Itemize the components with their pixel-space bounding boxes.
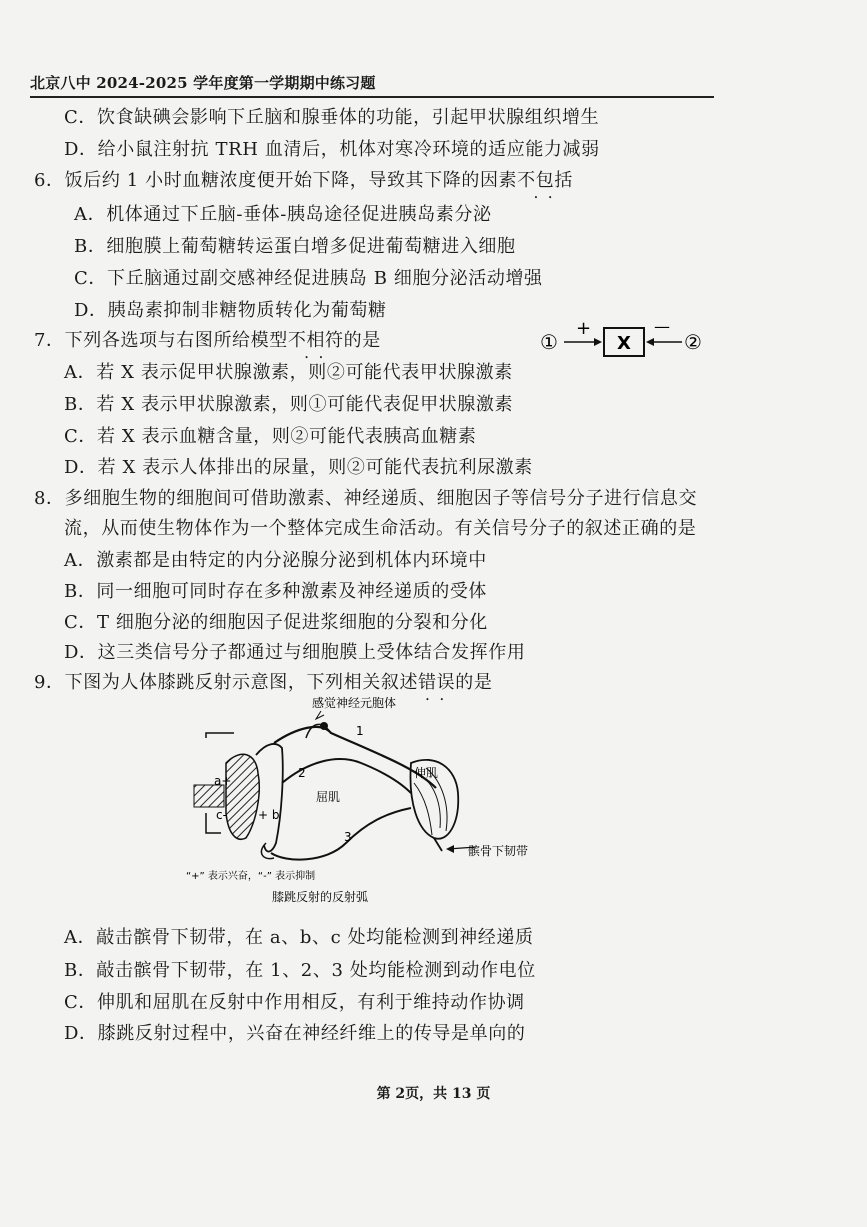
q6-option-b: B．细胞膜上葡萄糖转运蛋白增多促进葡萄糖进入细胞	[74, 236, 516, 257]
q7-option-c: C．若 X 表示血糖含量，则②可能代表胰高血糖素	[64, 426, 477, 447]
q9-option-c: C．伸肌和屈肌在反射中作用相反，有利于维持动作协调	[64, 992, 525, 1013]
label-neuron-2: 2	[298, 766, 306, 780]
label-neuron-1: 1	[356, 724, 364, 738]
spinal-gray-matter	[226, 754, 259, 839]
q9-stem-emphasis: 错误 • •	[418, 668, 455, 694]
label-extensor: 伸肌	[414, 766, 439, 780]
spinal-cord-stub	[194, 785, 224, 807]
q9-stem-text: 9．下图为人体膝跳反射示意图，下列相关叙述	[34, 672, 419, 693]
figure-caption: 膝跳反射的反射弧	[272, 890, 369, 904]
model-plus-sign: +	[576, 318, 592, 339]
label-flexor: 屈肌	[316, 790, 341, 804]
label-synapse-a: a+	[214, 774, 232, 788]
q5-option-c: C．饮食缺碘会影响下丘脑和腺垂体的功能，引起甲状腺组织增生	[64, 107, 600, 128]
motor-neuron-3	[271, 808, 411, 860]
tendon-line	[434, 838, 442, 851]
q8-stem-line2: 流，从而使生物体作为一个整体完成生命活动。有关信号分子的叙述正确的是	[64, 518, 697, 539]
figure-legend: “+” 表示兴奋，“-” 表示抑制	[186, 871, 316, 882]
q6-stem-emphasis: 不包括 • •	[517, 166, 573, 192]
label-tendon: 髌骨下韧带	[468, 844, 529, 858]
q7-stem-emphasis: 不相符 • •	[288, 326, 344, 352]
q5-option-d: D．给小鼠注射抗 TRH 血清后，机体对寒冷环境的适应能力减弱	[64, 139, 600, 160]
sensory-cell-body	[320, 722, 328, 730]
q8-option-a: A．激素都是由特定的内分泌腺分泌到机体内环境中	[64, 550, 487, 571]
model-arrowhead-right	[646, 338, 654, 346]
label-synapse-c: c-	[216, 808, 227, 822]
model-arrowhead-left	[594, 338, 602, 346]
model-minus-sign: —	[654, 318, 670, 336]
sensory-body-pointer	[316, 711, 324, 719]
q9-option-d: D．膝跳反射过程中，兴奋在神经纤维上的传导是单向的	[64, 1023, 526, 1044]
q7-option-b: B．若 X 表示甲状腺激素，则①可能代表促甲状腺激素	[64, 394, 514, 415]
q9-option-b: B．敲击髌骨下韧带，在 1、2、3 处均能检测到动作电位	[64, 960, 536, 981]
q7-stem	[34, 326, 381, 352]
q9-stem-end: 的是	[455, 672, 493, 693]
q6-stem	[34, 166, 573, 192]
knee-jerk-reflex-diagram	[186, 693, 552, 908]
model-node-1: ①	[540, 330, 558, 354]
q9-stem	[34, 668, 492, 694]
q8-stem-line1: 8．多细胞生物的细胞间可借助激素、神经递质、细胞因子等信号分子进行信息交	[34, 488, 698, 509]
q6-option-d: D．胰岛素抑制非糖物质转化为葡萄糖	[74, 300, 387, 321]
q7-option-d: D．若 X 表示人体排出的尿量，则②可能代表抗利尿激素	[64, 457, 533, 478]
q7-model-diagram	[538, 318, 710, 364]
q7-option-a: A．若 X 表示促甲状腺激素，则②可能代表甲状腺激素	[64, 362, 513, 383]
q6-stem-text: 6．饭后约 1 小时血糖浓度便开始下降，导致其下降的因素	[34, 170, 518, 191]
q6-option-c: C．下丘脑通过副交感神经促进胰岛 B 细胞分泌活动增强	[74, 268, 543, 289]
page-footer: 第 2页，共 13 页	[376, 1086, 491, 1102]
page-header: 北京八中 2024-2025 学年度第一学期期中练习题	[30, 72, 714, 98]
label-synapse-b: + b	[258, 808, 280, 822]
spinal-cord-outline	[256, 744, 283, 852]
q6-option-a: A．机体通过下丘脑-垂体-胰岛途径促进胰岛素分泌	[74, 204, 492, 225]
label-sensory-body: 感觉神经元胞体	[312, 696, 397, 710]
q8-option-c: C．T 细胞分泌的细胞因子促进浆细胞的分裂和分化	[64, 612, 488, 633]
spinal-bracket-top	[206, 733, 234, 738]
tendon-pointer-head	[446, 845, 454, 853]
model-node-2: ②	[684, 330, 702, 354]
q8-option-d: D．这三类信号分子都通过与细胞膜上受体结合发挥作用	[64, 642, 526, 663]
label-neuron-3: 3	[344, 830, 352, 844]
q9-option-a: A．敲击髌骨下韧带，在 a、b、c 处均能检测到神经递质	[64, 927, 534, 948]
q7-stem-text: 7．下列各选项与右图所给模型	[34, 330, 288, 351]
model-box-label: X	[617, 333, 631, 354]
q7-stem-end: 的是	[343, 330, 381, 351]
q8-option-b: B．同一细胞可同时存在多种激素及神经递质的受体	[64, 581, 488, 602]
